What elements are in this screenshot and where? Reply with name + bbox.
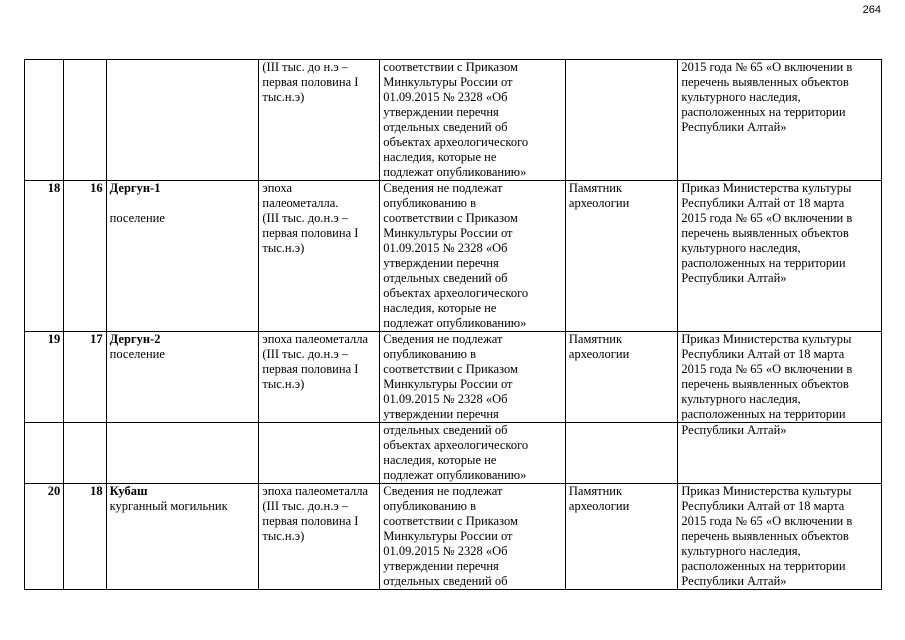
object-category [565,60,677,181]
object-document-text: Приказ Министерства культуры Республики Алтай от 18 марта 2015 года № 65 «О включении в перечень выявленных объектов культурного наследия, расположенных на территории [681,332,853,421]
object-era-text: эпоха палеометалла (III тыс. до.н.э – первая половина I тыс.н.э) [262,332,369,391]
table-row [25,181,882,332]
object-category [565,484,677,590]
object-era [259,484,380,590]
object-era-text: эпоха палеометалла. (III тыс. до.н.э – первая половина I тыс.н.э) [262,181,359,255]
object-name: Дергун-2 [109,332,161,346]
object-category-text: Памятник археологии [568,181,630,210]
object-era [259,423,380,484]
object-era-text: эпоха палеометалла (III тыс. до.н.э – первая половина I тыс.н.э) [262,484,369,543]
object-index [64,423,106,484]
object-info-text: соответствии с Приказом Минкультуры России от 01.09.2015 № 2328 «Об утверждении перечня отдельных сведений об объектах археологического наследия, которые не подлежат опубликованию» [383,60,529,179]
table-row [25,332,882,423]
object-info [380,60,566,181]
object-name: Кубаш [109,484,148,498]
object-info [380,423,566,484]
object-category [565,332,677,423]
object-document-text: Республики Алтай» [681,423,787,437]
object-document-text: Приказ Министерства культуры Республики Алтай от 18 марта 2015 года № 65 «О включении в перечень выявленных объектов культурного наследия, расположенных на территории Республики Алтай» [681,181,853,285]
object-document [678,484,882,590]
table-row [25,60,882,181]
object-category [565,423,677,484]
heritage-registry-table [24,59,882,590]
row-number [25,423,64,484]
object-name-cell [106,484,259,590]
object-index [64,60,106,181]
row-number: 20 [25,484,64,590]
object-info-text: Сведения не подлежат опубликованию в соответствии с Приказом Минкультуры России от 01.09.2015 № 2328 «Об утверждении перечня отдельных сведений об объектах археологического наследия, которые не подлежат опубликованию» [383,181,529,330]
object-era [259,60,380,181]
object-name-cell [106,60,259,181]
object-index: 18 [64,484,106,590]
object-document [678,332,882,423]
table-row-continuation [25,423,882,484]
object-info-text: отдельных сведений об объектах археологического наследия, которые не подлежат опубликованию» [383,423,529,482]
object-info-text: Сведения не подлежат опубликованию в соответствии с Приказом Минкультуры России от 01.09.2015 № 2328 «Об утверждении перечня отдельных сведений об [383,484,518,588]
object-category-text: Памятник археологии [568,332,630,361]
object-category [565,181,677,332]
object-index: 16 [64,181,106,332]
object-index: 17 [64,332,106,423]
object-info [380,181,566,332]
object-info [380,484,566,590]
object-info-text: Сведения не подлежат опубликованию в соответствии с Приказом Минкультуры России от 01.09.2015 № 2328 «Об утверждении перечня [383,332,518,421]
row-number: 19 [25,332,64,423]
object-name-cell [106,423,259,484]
object-info [380,332,566,423]
object-type: курганный могильник [109,499,228,513]
object-type: поселение [109,211,165,225]
spacer [110,196,256,211]
table-row [25,484,882,590]
object-document-text: Приказ Министерства культуры Республики Алтай от 18 марта 2015 года № 65 «О включении в перечень выявленных объектов культурного наследия, расположенных на территории Республики Алтай» [681,484,853,588]
object-era-text: (III тыс. до н.э – первая половина I тыс.н.э) [262,60,359,104]
object-type: поселение [109,347,165,361]
object-category-text: Памятник археологии [568,484,630,513]
row-number [25,60,64,181]
page-number: 264 [862,4,881,16]
object-era [259,181,380,332]
object-name-cell [106,332,259,423]
object-name: Дергун-1 [109,181,161,195]
object-name-cell [106,181,259,332]
object-document [678,423,882,484]
row-number: 18 [25,181,64,332]
object-document-text: 2015 года № 65 «О включении в перечень выявленных объектов культурного наследия, расположенных на территории Республики Алтай» [681,60,853,134]
object-document [678,181,882,332]
object-era [259,332,380,423]
object-document [678,60,882,181]
